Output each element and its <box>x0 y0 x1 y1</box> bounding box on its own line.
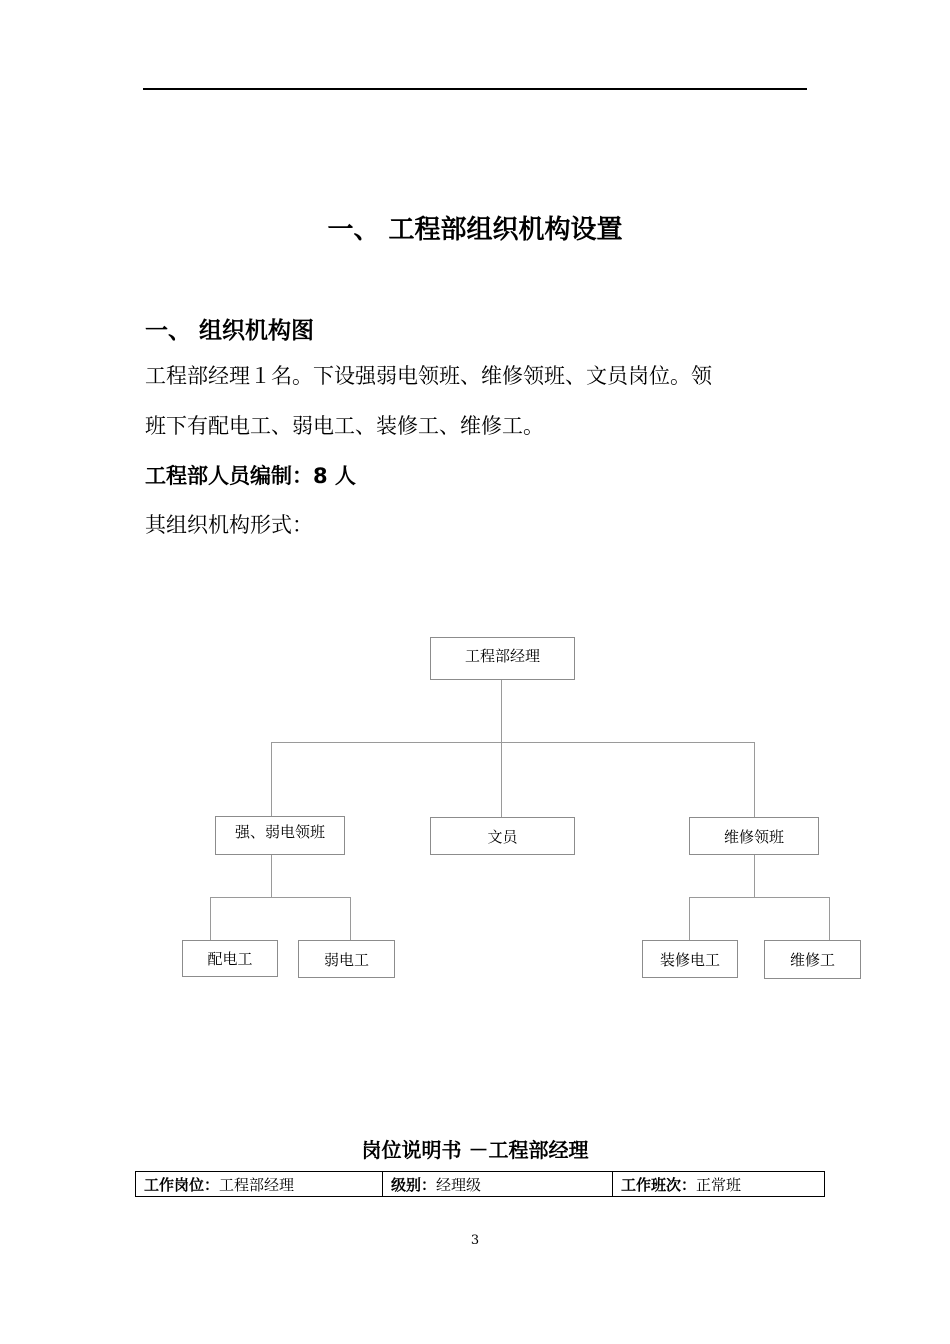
level-value: 经理级 <box>436 1175 482 1194</box>
connector-decoration-electrician <box>689 897 690 940</box>
connector-level1-bar <box>271 742 755 743</box>
description-line-2: 班下有配电工、弱电工、装修工、维修工。 <box>145 414 544 438</box>
shift-label: 工作班次： <box>621 1175 697 1194</box>
connector-manager-down <box>501 679 502 743</box>
staffing-line: 工程部人员编制：8 人 <box>145 464 356 488</box>
job-description-title: 岗位说明书 －工程部经理 <box>361 1138 589 1162</box>
table-row <box>136 1172 825 1197</box>
connector-weak-electrician <box>350 897 351 940</box>
form-intro: 其组织机构形式： <box>145 513 313 537</box>
connector-clerk <box>501 742 502 817</box>
header-rule <box>143 88 807 90</box>
position-label: 工作岗位： <box>144 1175 220 1194</box>
position-cell <box>136 1172 383 1197</box>
org-box-manager: 工程部经理 <box>430 637 575 680</box>
org-box-electrical-lead: 强、弱电领班 <box>215 816 345 855</box>
level-label: 级别： <box>391 1175 437 1194</box>
connector-maintenance-bar <box>689 897 830 898</box>
page-number: 3 <box>470 1233 480 1248</box>
org-box-power-electrician: 配电工 <box>182 940 278 977</box>
connector-electrical-bar <box>210 897 351 898</box>
org-box-weak-electrician: 弱电工 <box>298 940 395 978</box>
description-line-1: 工程部经理１名。下设强弱电领班、维修领班、文员岗位。领 <box>145 364 712 388</box>
connector-repair-worker <box>829 897 830 940</box>
connector-power-electrician <box>210 897 211 940</box>
org-box-decoration-electrician: 装修电工 <box>642 940 738 978</box>
connector-maintenance-down <box>754 854 755 898</box>
section-title: 一、 工程部组织机构设置 <box>327 215 623 245</box>
org-box-repair-worker: 维修工 <box>764 940 861 979</box>
subsection-title: 一、 组织机构图 <box>145 318 315 344</box>
shift-cell <box>613 1172 825 1197</box>
connector-electrical-down <box>271 854 272 898</box>
level-cell <box>383 1172 613 1197</box>
position-value: 工程部经理 <box>219 1175 295 1194</box>
job-info-table <box>135 1171 825 1197</box>
connector-maintenance-lead <box>754 742 755 817</box>
connector-electrical-lead <box>271 742 272 816</box>
org-box-maintenance-lead: 维修领班 <box>689 817 819 855</box>
org-box-clerk: 文员 <box>430 817 575 855</box>
shift-value: 正常班 <box>696 1175 742 1194</box>
